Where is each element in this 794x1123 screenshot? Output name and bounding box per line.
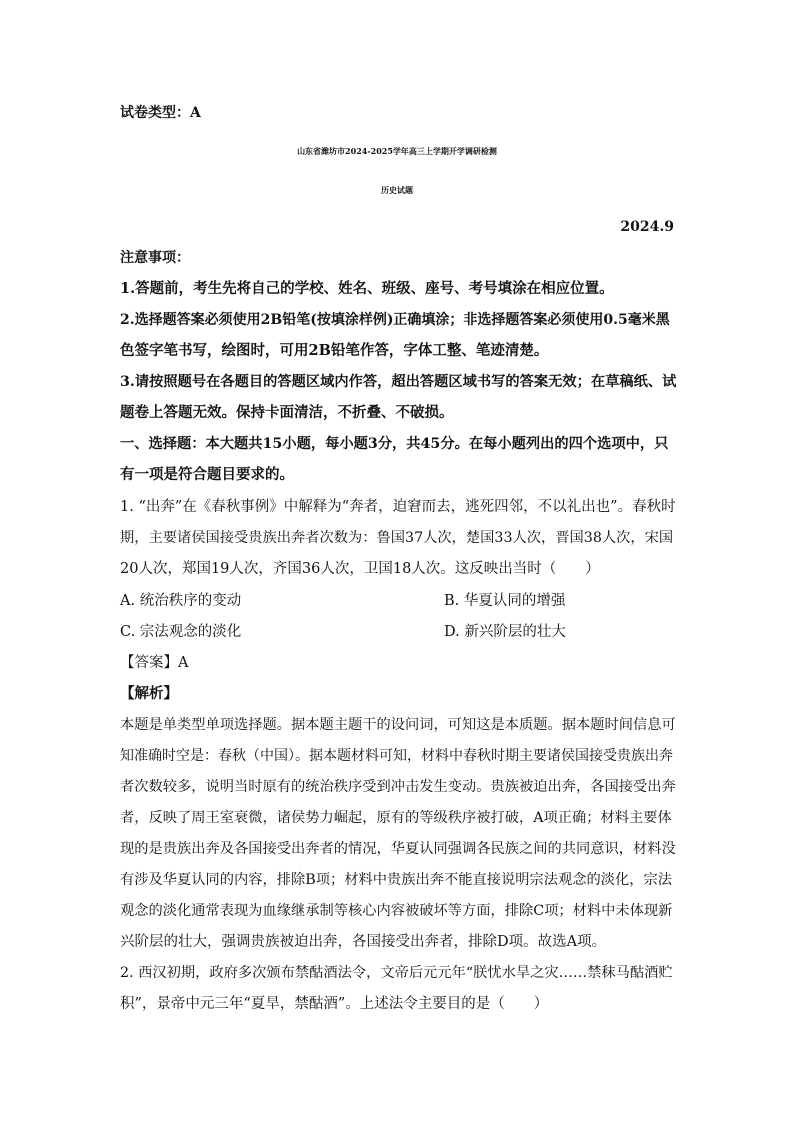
exam-type-label: 试卷类型：A (120, 105, 201, 121)
q1-analysis-line: 兴阶层的壮大，强调贵族被迫出奔，各国接受出奔者，排除D项。故选A项。 (120, 934, 607, 950)
q1-stem-line-1: 1. “出奔”在《春秋事例》中解释为“奔者，迫窘而去，逃死四邻，不以礼出也”。春秋时 (120, 499, 676, 515)
q1-analysis-line: 现的是贵族出奔及各国接受出奔者的情况，华夏认同强调各民族之间的共同意识，材料没 (120, 841, 676, 857)
q1-answer: 【答案】A (120, 655, 189, 671)
page-title: 山东省潍坊市2024-2025学年高三上学期开学调研检测 (297, 146, 497, 156)
section-heading-line-2: 有一项是符合题目要求的。 (120, 466, 294, 483)
q1-analysis-line: 观念的淡化通常表现为血缘继承制等核心内容被破坏等方面，排除C项；材料中未体现新 (120, 903, 673, 919)
q1-analysis-line: 知准确时空是：春秋（中国）。据本题材料可知，材料中春秋时期主要诸侯国接受贵族出奔 (120, 748, 673, 764)
q2-stem-line-2: 积”，景帝中元三年“夏旱，禁酤酒”。上述法令主要目的是（ ） (120, 996, 549, 1012)
section-heading-line-1: 一、选择题：本大题共15小题，每小题3分，共45分。在每小题列出的四个选项中，只 (120, 436, 669, 452)
q2-stem-line-1: 2. 西汉初期，政府多次颁布禁酤酒法令，文帝后元元年“朕忧水旱之灾……禁秣马酤酒贮 (120, 965, 673, 981)
q1-analysis-line: 有涉及华夏认同的内容，排除B项；材料中贵族出奔不能直接说明宗法观念的淡化，宗法 (120, 872, 672, 888)
q1-analysis-line: 本题是单类型单项选择题。据本题主题干的设问词，可知这是本质题。据本题时间信息可 (120, 717, 676, 733)
exam-date: 2024.9 (620, 219, 674, 235)
notice-item-3-line-1: 3.请按照题号在各题目的答题区域内作答，超出答题区域书写的答案无效；在草稿纸、试 (120, 374, 677, 390)
notice-heading: 注意事项： (120, 250, 190, 266)
q1-stem-line-3: 20人次，郑国19人次，齐国36人次，卫国18人次。这反映出当时（ ） (120, 561, 600, 577)
q1-option-b: B. 华夏认同的增强 (444, 593, 566, 609)
q1-option-c: C. 宗法观念的淡化 (120, 624, 242, 640)
page-subtitle: 历史试题 (381, 185, 413, 195)
q1-option-d: D. 新兴阶层的壮大 (444, 624, 566, 640)
q1-stem-line-2: 期，主要诸侯国接受贵族出奔者次数为：鲁国37人次，楚国33人次，晋国38人次，宋国 (120, 530, 674, 546)
q1-analysis-line: 者，反映了周王室衰微，诸侯势力崛起，原有的等级秩序被打破，A项正确；材料主要体 (120, 810, 672, 826)
notice-item-1: 1.答题前，考生先将自己的学校、姓名、班级、座号、考号填涂在相应位置。 (120, 280, 614, 297)
notice-item-2-line-1: 2.选择题答案必须使用2B铅笔(按填涂样例)正确填涂；非选择题答案必须使用0.5毫米黑 (120, 312, 670, 328)
q1-analysis-line: 者次数较多，说明当时原有的统治秩序受到冲击发生变动。贵族被迫出奔，各国接受出奔 (120, 779, 676, 795)
notice-item-3-line-2: 题卷上答题无效。保持卡面清洁，不折叠、不破损。 (120, 404, 454, 421)
notice-item-2-line-2: 色签字笔书写，绘图时，可用2B铅笔作答，字体工整、笔迹清楚。 (120, 342, 549, 359)
q1-option-a: A. 统治秩序的变动 (120, 593, 242, 609)
q1-analysis-label: 【解析】 (120, 685, 178, 702)
